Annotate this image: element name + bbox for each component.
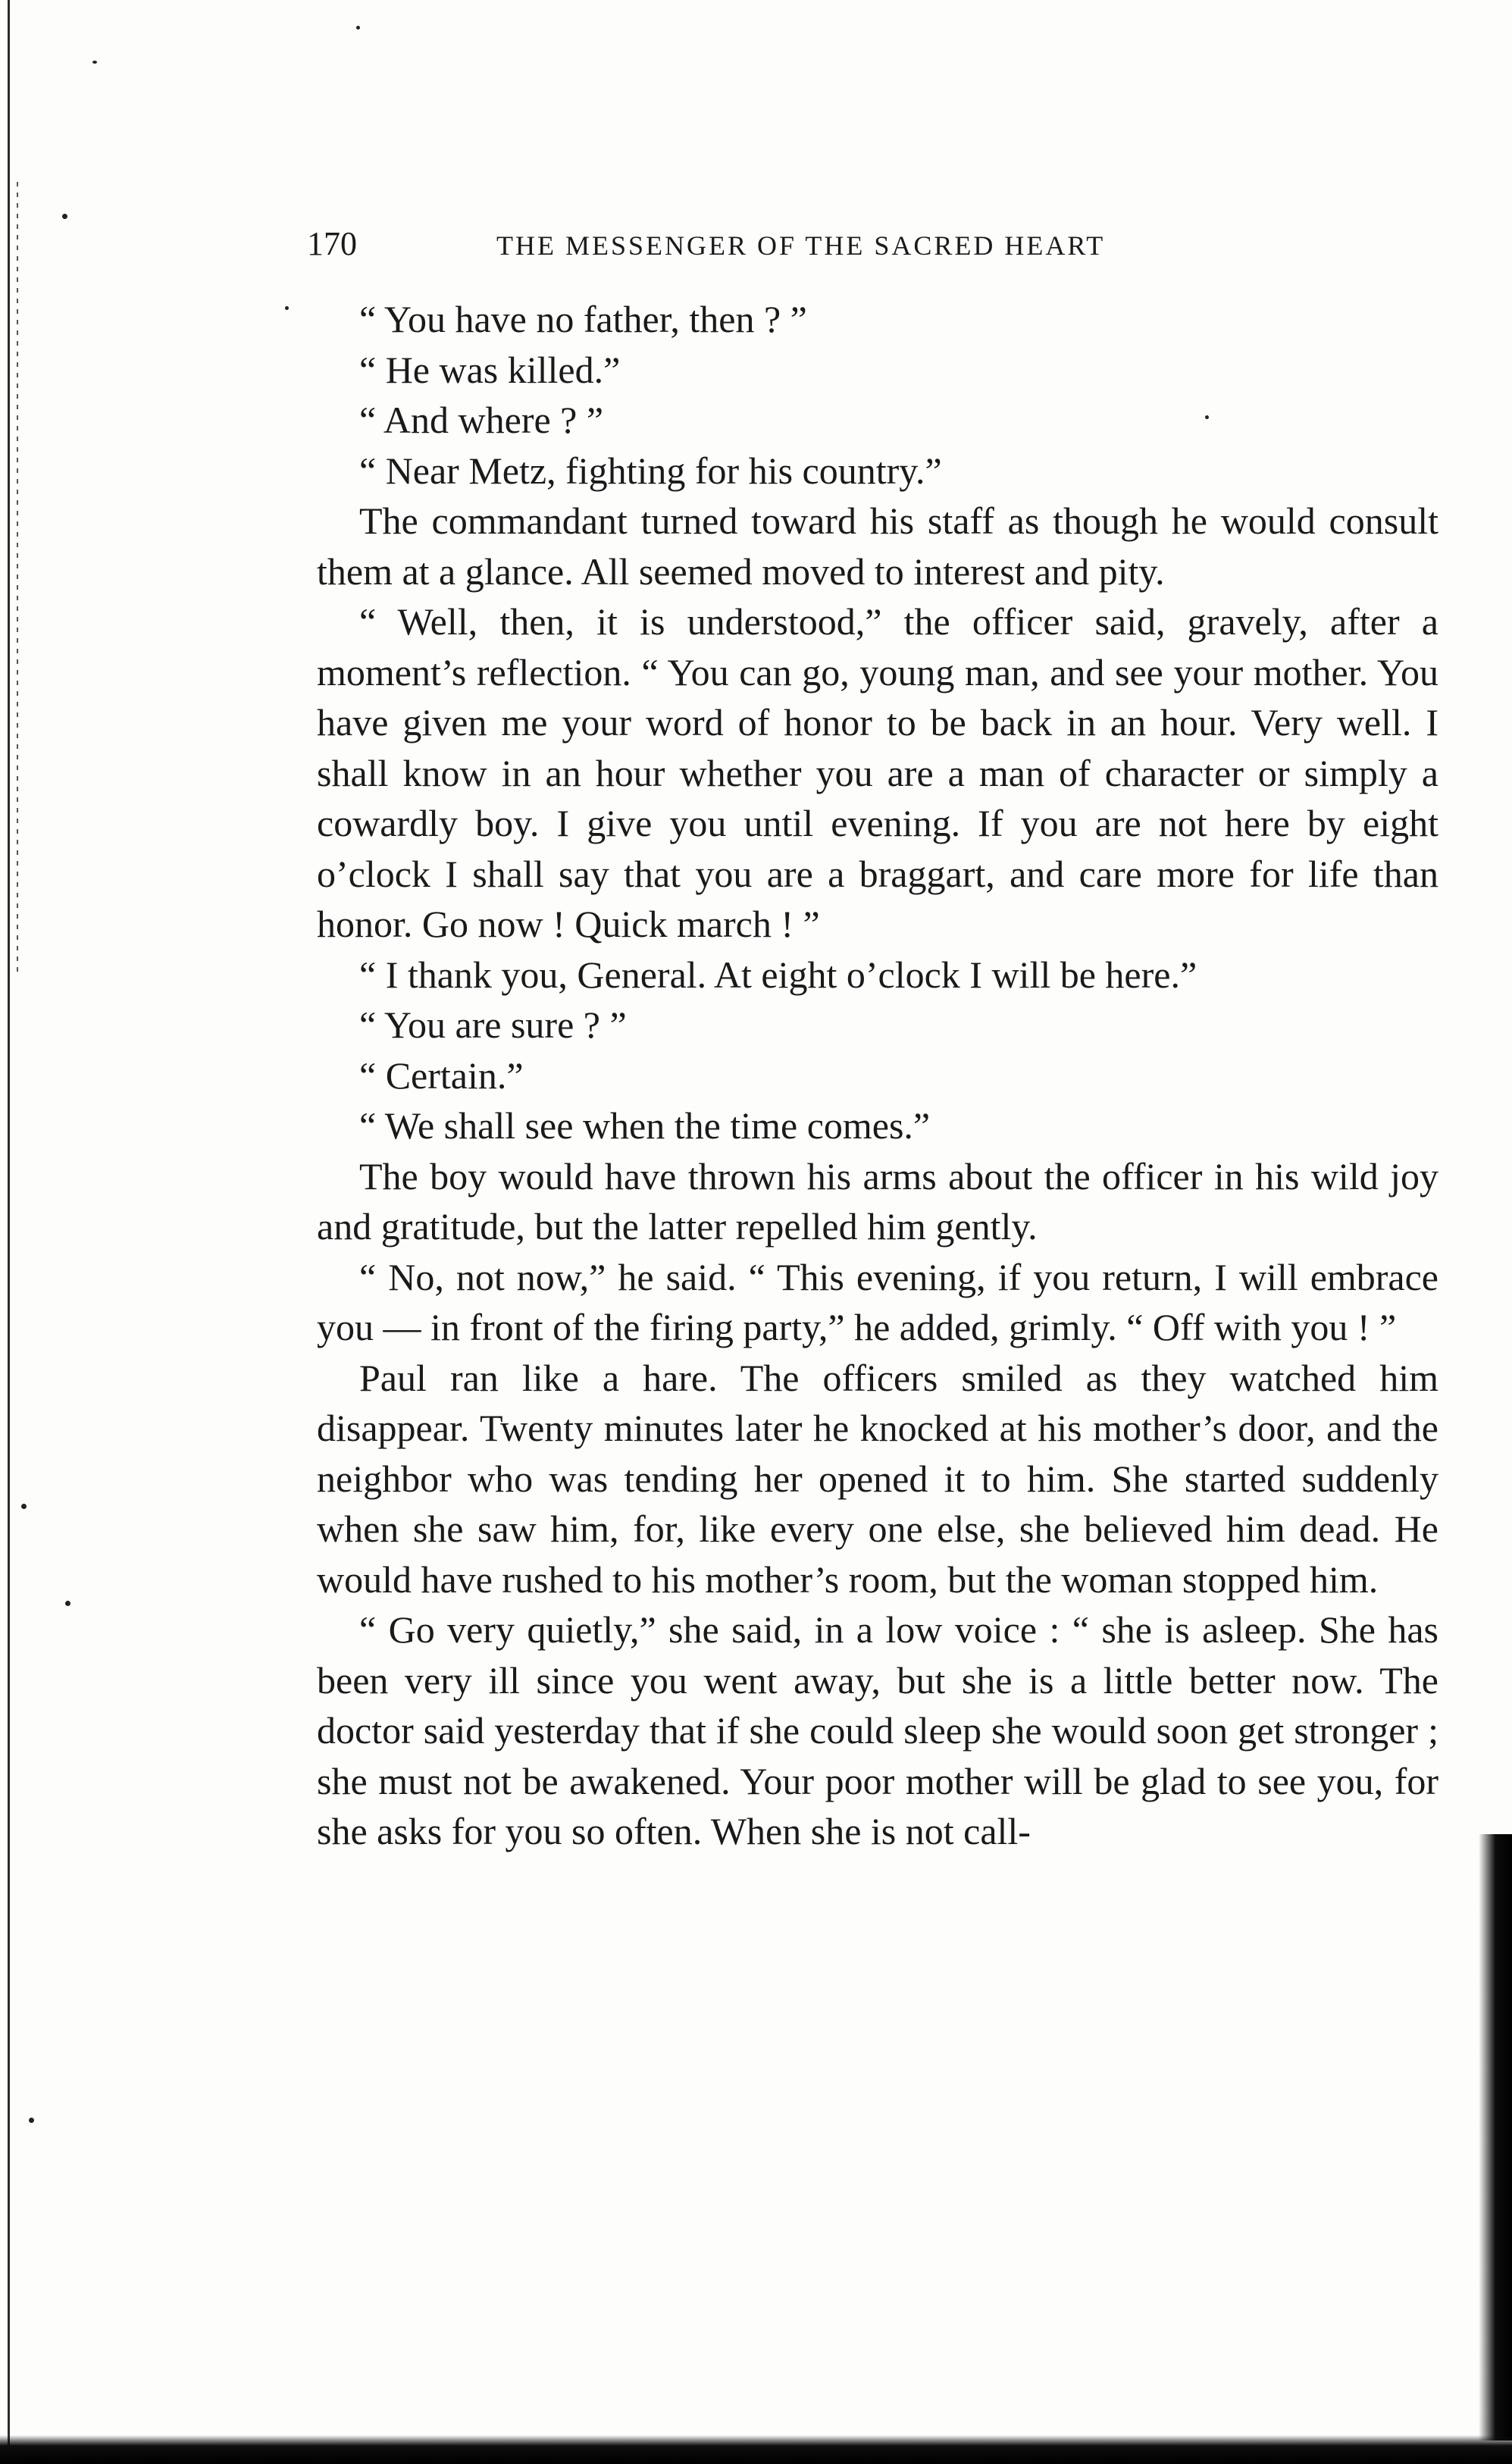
scan-left-edge bbox=[8, 0, 10, 2464]
scan-left-dotted-line bbox=[17, 182, 18, 978]
paragraph: “ You have no father, then ? ” bbox=[359, 298, 807, 340]
scan-speck bbox=[65, 1601, 70, 1606]
paragraph: “ And where ? ” bbox=[359, 399, 604, 441]
paragraph: “ I thank you, General. At eight o’clock I will be here.” bbox=[359, 953, 1197, 996]
paragraph: “ We shall see when the time comes.” bbox=[359, 1104, 931, 1147]
scan-bottom-shadow bbox=[0, 2435, 1512, 2464]
scan-speck bbox=[62, 214, 67, 219]
paragraph: “ You are sure ? ” bbox=[359, 1003, 627, 1046]
paragraph: “ Certain.” bbox=[359, 1054, 524, 1097]
paragraph: “ Well, then, it is understood,” the officer said, gravely, after a moment’s reflection. “ You can go, young man, and see your mother. You have given me your word of honor to be back in an hour. Very well. I shall know in an hour whether you are a man of character or simply a cowardly boy. I give you until evening. If you are not here by eight o’clock I shall say that you are a braggart, and care more for life than honor. Go now ! Quick march ! ” bbox=[317, 600, 1438, 945]
scan-speck bbox=[21, 1504, 27, 1509]
scan-speck bbox=[29, 2118, 34, 2123]
paragraph: “ No, not now,” he said. “ This evening, if you return, I will embrace you — in front of the firing party,” he added, grimly. “ Off with you ! ” bbox=[317, 1255, 1438, 1348]
body-text bbox=[317, 294, 1438, 1857]
paragraph: Paul ran like a hare. The officers smiled as they watched him disappear. Twenty minutes later he knocked at his mother’s door, and the neighbor who was tending her opened it to him. She started suddenly when she saw him, for, like every one else, she believed him dead. He would have rushed to his mother’s room, but the woman stopped him. bbox=[317, 1356, 1438, 1601]
paragraph: The commandant turned toward his staff as though he would consult them at a glance. All seemed moved to interest and pity. bbox=[317, 499, 1438, 593]
paragraph: The boy would have thrown his arms about the officer in his wild joy and gratitude, but the latter repelled him gently. bbox=[317, 1154, 1438, 1248]
scan-speck bbox=[285, 306, 289, 310]
scan-right-shadow bbox=[1479, 1834, 1512, 2441]
paragraph: “ Near Metz, fighting for his country.” bbox=[359, 449, 942, 492]
page-header bbox=[307, 224, 1292, 262]
scan-speck bbox=[92, 61, 97, 64]
paragraph: “ Go very quietly,” she said, in a low voice : “ she is asleep. She has been very ill since you went away, but she is a little better now. The doctor said yesterday that if she could sleep she would soon get stronger ; she must not be awakened. Your poor mother will be glad to see you, for she asks for you so often. When she is not call- bbox=[317, 1608, 1438, 1852]
scan-speck bbox=[356, 26, 360, 30]
paragraph: “ He was killed.” bbox=[359, 348, 621, 391]
page-number: 170 bbox=[307, 225, 357, 262]
running-title: THE MESSENGER OF THE SACRED HEART bbox=[496, 230, 1106, 261]
